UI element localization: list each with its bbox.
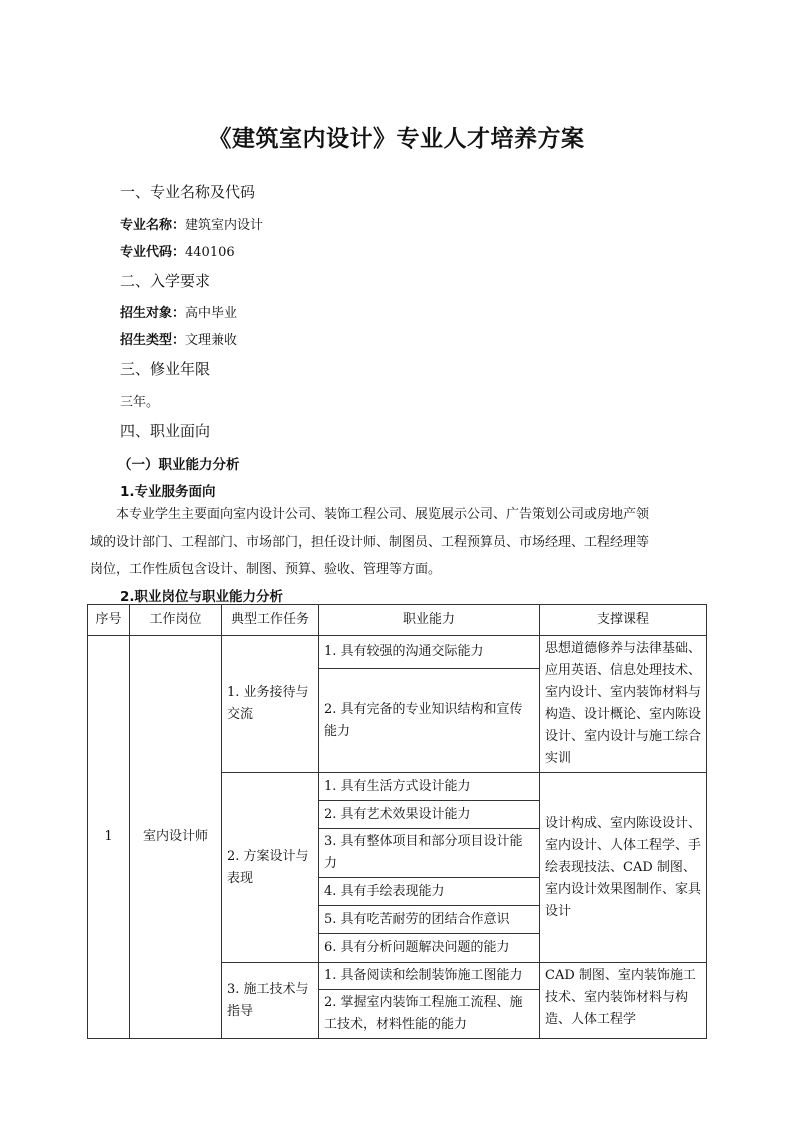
table-header-row [88, 605, 707, 636]
section-heading-1: 一、专业名称及代码 [120, 183, 256, 201]
subsection-heading-service: 1.专业服务面向 [120, 484, 216, 500]
cell-task: 2. 方案设计与表现 [222, 773, 319, 963]
table-row [88, 636, 707, 669]
section-heading-3: 三、修业年限 [120, 360, 211, 378]
section-3-body: 三年。 [120, 395, 160, 410]
field-value: 文理兼收 [185, 333, 238, 348]
ability-analysis-table [87, 604, 707, 1039]
cell-ability: 1. 具有较强的沟通交际能力 [319, 636, 540, 669]
field-type [120, 329, 237, 348]
field-target [120, 302, 237, 321]
header-seq: 序号 [88, 605, 130, 636]
field-label: 专业名称： [120, 218, 186, 233]
service-paragraph [90, 501, 710, 584]
field-value: 高中毕业 [185, 306, 238, 321]
header-ability: 职业能力 [319, 605, 540, 636]
header-courses: 支撑课程 [540, 605, 707, 636]
cell-ability: 4. 具有手绘表现能力 [319, 878, 540, 906]
paragraph-line: 域的设计部门、工程部门、市场部门，担任设计师、制图员、工程预算员、市场经理、工程经理等 [90, 534, 650, 550]
header-task: 典型工作任务 [222, 605, 319, 636]
header-position: 工作岗位 [130, 605, 222, 636]
cell-ability: 6. 具有分析问题解决问题的能力 [319, 934, 540, 963]
section-heading-2: 二、入学要求 [120, 272, 211, 290]
field-label: 招生类型： [120, 333, 186, 348]
cell-courses: 思想道德修养与法律基础、应用英语、信息处理技术、室内设计、室内装饰材料与构造、设计概论、室内陈设设计、室内设计与施工综合实训 [540, 636, 707, 773]
cell-courses: 设计构成、室内陈设设计、室内设计、人体工程学、手绘表现技法、CAD 制图、室内设计效果图制作、家具设计 [540, 773, 707, 963]
paragraph-line: 岗位，工作性质包含设计、制图、预算、验收、管理等方面。 [90, 562, 442, 577]
cell-position: 室内设计师 [130, 636, 222, 1039]
field-major-code [120, 241, 235, 260]
cell-ability: 2. 掌握室内装饰工程施工流程、施工技术，材料性能的能力 [319, 990, 540, 1039]
field-value: 建筑室内设计 [185, 218, 264, 233]
cell-ability: 2. 具有完备的专业知识结构和宣传能力 [319, 669, 540, 773]
cell-ability: 5. 具有吃苦耐劳的团结合作意识 [319, 906, 540, 934]
subsection-heading: （一）职业能力分析 [118, 457, 240, 473]
document-title: 《建筑室内设计》专业人才培养方案 [208, 125, 585, 152]
field-major-name [120, 214, 263, 233]
cell-ability: 2. 具有艺术效果设计能力 [319, 801, 540, 829]
field-label: 招生对象： [120, 306, 186, 321]
cell-courses: CAD 制图、室内装饰施工技术、室内装饰材料与构造、人体工程学 [540, 963, 707, 1039]
field-label: 专业代码： [120, 245, 186, 260]
section-heading-4: 四、职业面向 [120, 422, 211, 440]
cell-task: 1. 业务接待与交流 [222, 636, 319, 773]
subsection-heading-analysis: 2.职业岗位与职业能力分析 [120, 589, 284, 605]
paragraph-line: 本专业学生主要面向室内设计公司、装饰工程公司、展览展示公司、广告策划公司或房地产领 [116, 507, 650, 522]
cell-seq: 1 [88, 636, 130, 1039]
cell-ability: 3. 具有整体项目和部分项目设计能力 [319, 829, 540, 878]
field-value: 440106 [185, 245, 235, 260]
cell-ability: 1. 具有生活方式设计能力 [319, 773, 540, 801]
cell-ability: 1. 具备阅读和绘制装饰施工图能力 [319, 963, 540, 990]
cell-task: 3. 施工技术与指导 [222, 963, 319, 1039]
